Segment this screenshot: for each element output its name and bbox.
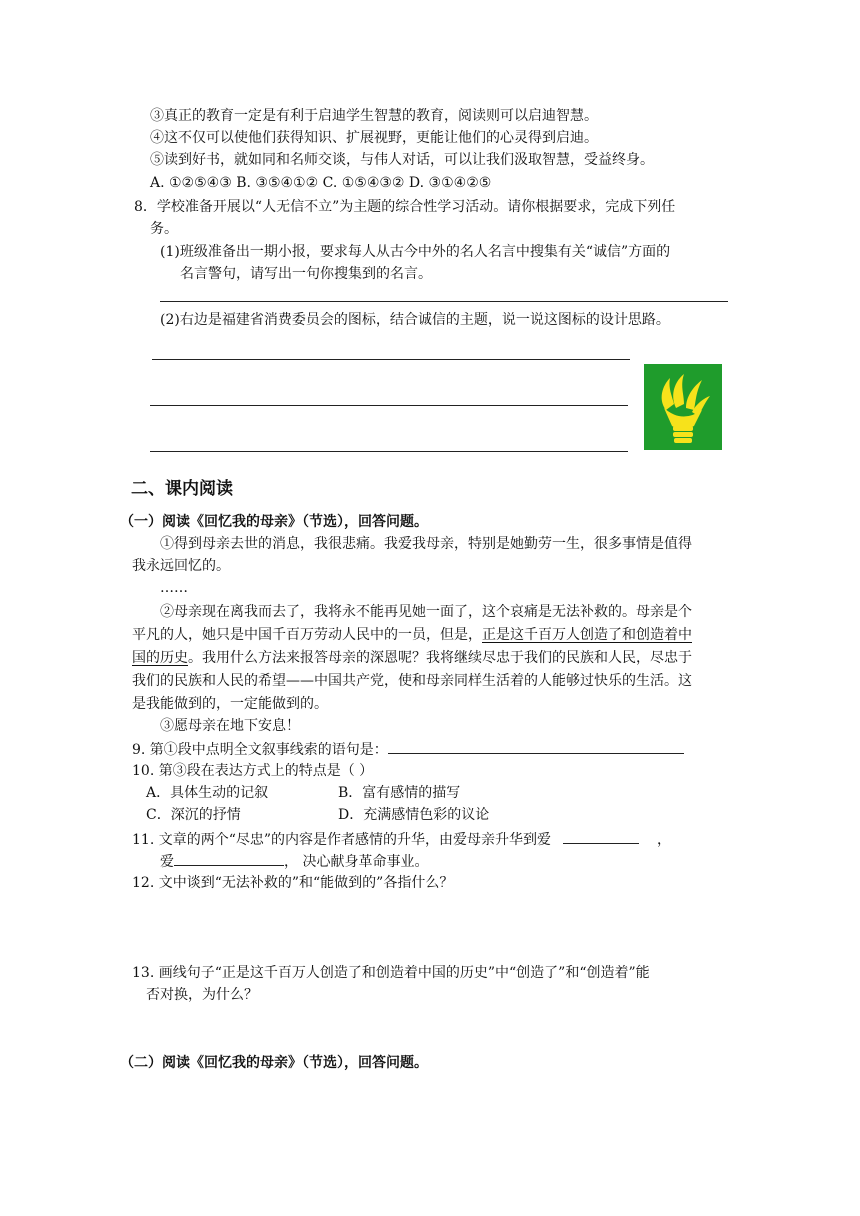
question-13-line2: 否对换，为什么？ bbox=[146, 987, 258, 1003]
question-9 bbox=[132, 739, 684, 760]
q11-answer-blank-1[interactable] bbox=[563, 829, 639, 844]
q8-answer-line-1[interactable] bbox=[160, 301, 728, 302]
q11-answer-blank-2[interactable] bbox=[174, 851, 284, 866]
passage-para2-line4: 我们的民族和人民的希望——中国共产党，使和母亲同样生活着的人能够过快乐的生活。这 bbox=[132, 673, 692, 689]
passage-para3: ③愿母亲在地下安息！ bbox=[160, 718, 300, 734]
passage-para2-line5: 是我能做到的，一定能做到的。 bbox=[132, 696, 328, 712]
question-11-line2 bbox=[160, 851, 428, 872]
q9-answer-blank[interactable] bbox=[388, 739, 684, 754]
q7-sentence-4: ④这不仅可以使他们获得知识、扩展视野，更能让他们的心灵得到启迪。 bbox=[150, 130, 598, 146]
q7-options: A. ①②⑤④③ B. ③⑤④①② C. ①⑤④③② D. ③①④②⑤ bbox=[150, 175, 492, 191]
passage-para2-line2 bbox=[132, 625, 692, 645]
q10-option-b: B．富有感情的描写 bbox=[338, 785, 461, 801]
question-10: 10. 第③段在表达方式上的特点是（ ） bbox=[132, 763, 374, 779]
q8-stem-line2: 务。 bbox=[150, 221, 178, 237]
question-11-text: 11. 文章的两个“尽忠”的内容是作者感情的升华，由爱母亲升华到爱 bbox=[132, 832, 552, 848]
passage-para1-line1: ①得到母亲去世的消息，我很悲痛。我爱我母亲，特别是她勤劳一生，很多事情是值得 bbox=[160, 536, 692, 552]
torch-hand-icon bbox=[644, 364, 722, 450]
underlined-sentence-part2: 国的历史 bbox=[132, 650, 188, 666]
passage-para2-line3 bbox=[132, 648, 692, 668]
passage-ellipsis: …… bbox=[160, 580, 188, 596]
q11-tail-text: ， 决心献身革命事业。 bbox=[284, 854, 429, 870]
q8-stem-line1: 8．学校准备开展以“人无信不立”为主题的综合性学习活动。请你根据要求，完成下列任 bbox=[134, 199, 676, 215]
passage-text: 。我用什么方法来报答母亲的深恩呢？我将继续尽忠于我们的民族和人民，尽忠于 bbox=[188, 650, 692, 666]
question-11-line1 bbox=[132, 829, 671, 850]
passage-text: 平凡的人，她只是中国千百万劳动人民中的一员，但是， bbox=[132, 627, 482, 643]
section-heading: 二、课内阅读 bbox=[131, 479, 233, 499]
q10-option-c: C．深沉的抒情 bbox=[146, 807, 241, 823]
q8-part1-line2: 名言警句，请写出一句你搜集到的名言。 bbox=[180, 266, 432, 282]
question-13-line1: 13. 画线句子“正是这千百万人创造了和创造着中国的历史”中“创造了”和“创造着”能 bbox=[132, 965, 650, 981]
q8-answer-line-3[interactable] bbox=[150, 405, 628, 406]
question-12: 12. 文中谈到“无法补救的”和“能做到的”各指什么？ bbox=[132, 875, 454, 891]
part2-title: （二）阅读《回忆我的母亲》（节选），回答问题。 bbox=[120, 1055, 428, 1071]
q8-part2: (2)右边是福建省消费委员会的图标，结合诚信的主题，说一说这图标的设计思路。 bbox=[160, 312, 670, 328]
q8-answer-line-2[interactable] bbox=[152, 359, 630, 360]
q8-answer-line-4[interactable] bbox=[150, 451, 628, 452]
q8-part1-line1: (1)班级准备出一期小报，要求每人从古今中外的名人名言中搜集有关“诚信”方面的 bbox=[160, 244, 671, 260]
passage-para1-line2: 我永远回忆的。 bbox=[132, 558, 230, 574]
passage-para2-line1: ②母亲现在离我而去了，我将永不能再见她一面了，这个哀痛是无法补救的。母亲是个 bbox=[160, 604, 692, 620]
q11-comma: ， bbox=[657, 832, 672, 848]
q7-sentence-3: ③真正的教育一定是有利于启迪学生智慧的教育，阅读则可以启迪智慧。 bbox=[150, 108, 598, 124]
part1-title: （一）阅读《回忆我的母亲》（节选），回答问题。 bbox=[120, 514, 428, 530]
q7-sentence-5: ⑤读到好书，就如同和名师交谈，与伟人对话，可以让我们汲取智慧，受益终身。 bbox=[150, 152, 654, 168]
q11-love-label: 爱 bbox=[160, 854, 174, 870]
question-9-text: 9. 第①段中点明全文叙事线索的语句是： bbox=[132, 742, 388, 758]
underlined-sentence-part1: 正是这千百万人创造了和创造着中 bbox=[482, 627, 692, 643]
consumer-council-logo bbox=[644, 364, 722, 450]
q10-option-a: A．具体生动的记叙 bbox=[146, 785, 269, 801]
q10-option-d: D．充满感情色彩的议论 bbox=[338, 807, 490, 823]
